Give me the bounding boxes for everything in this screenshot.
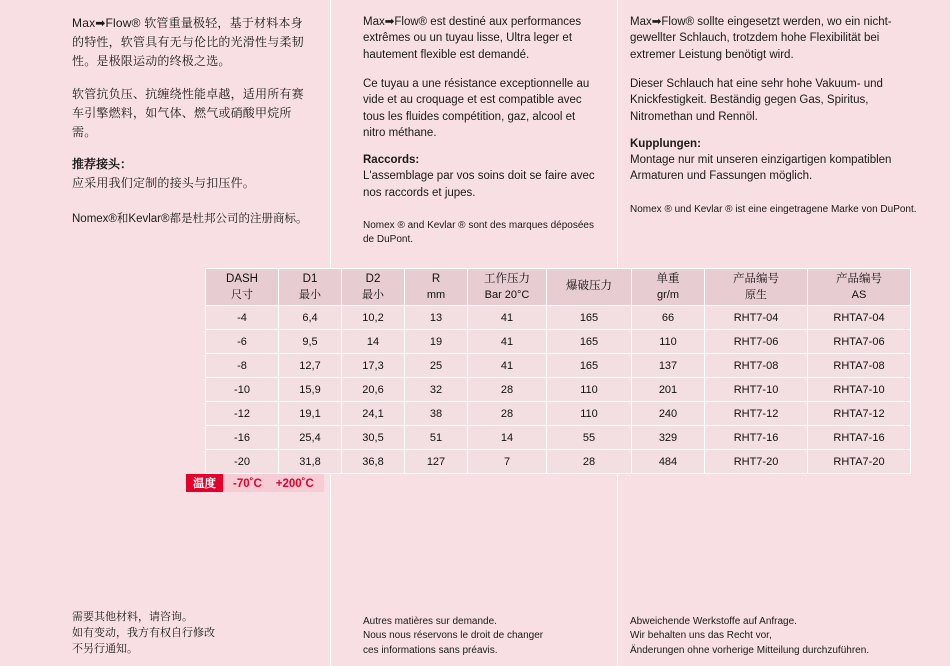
footer-line: Wir behalten uns das Recht vor, (630, 630, 772, 641)
table-cell: 30,5 (342, 426, 405, 450)
table-row (206, 306, 911, 330)
table-cell: 31,8 (279, 450, 342, 474)
header-line-2: Bar 20°C (484, 288, 530, 301)
table-cell: 329 (632, 426, 705, 450)
french-fittings-heading: Raccords: (363, 154, 420, 167)
table-cell: 14 (342, 330, 405, 354)
table-cell: 201 (632, 378, 705, 402)
table-cell: 165 (547, 354, 632, 378)
table-header-cell (705, 269, 808, 306)
table-cell: 484 (632, 450, 705, 474)
table-cell: -16 (206, 426, 279, 450)
table-cell: RHTA7-06 (808, 330, 911, 354)
table-cell: 28 (468, 378, 547, 402)
footer-line: Nous nous réservons le droit de changer (363, 630, 544, 641)
header-line-2: 原生 (745, 288, 767, 301)
column-chinese (0, 0, 330, 239)
table-cell: 25,4 (279, 426, 342, 450)
german-paragraph-1: Max➡Flow® sollte eingesetzt werden, wo ein nicht-gewellter Schlauch, trotzdem hohe Flexibilität bei extremer Leistung benötigt wird. (630, 16, 892, 61)
table-cell: 19,1 (279, 402, 342, 426)
table-cell: 14 (468, 426, 547, 450)
header-line-2: 最小 (362, 288, 384, 301)
table-cell: -8 (206, 354, 279, 378)
table-header-cell (279, 269, 342, 306)
header-line-2: mm (426, 288, 446, 301)
table-cell: 20,6 (342, 378, 405, 402)
table-header-cell (632, 269, 705, 306)
chinese-paragraph-2: 软管抗负压、抗缠绕性能卓越，适用所有赛车引擎燃料，如气体、燃气或硝酸甲烷所需。 (72, 86, 304, 139)
table-cell: RHT7-20 (705, 450, 808, 474)
table-body (206, 306, 911, 474)
table-cell: RHTA7-20 (808, 450, 911, 474)
table-cell: 24,1 (342, 402, 405, 426)
table-cell: 240 (632, 402, 705, 426)
german-fittings-heading: Kupplungen: (630, 137, 701, 150)
table-cell: 10,2 (342, 306, 405, 330)
table-cell: 110 (547, 402, 632, 426)
chinese-trademark: Nomex®和Kevlar®都是杜邦公司的注册商标。 (72, 213, 308, 226)
temperature-badge (186, 474, 324, 492)
table-cell: 41 (468, 354, 547, 378)
table-cell: RHT7-08 (705, 354, 808, 378)
header-line-1: DASH (226, 273, 258, 285)
table-cell: -4 (206, 306, 279, 330)
table-cell: 25 (405, 354, 468, 378)
table-cell: 6,4 (279, 306, 342, 330)
table-cell: 19 (405, 330, 468, 354)
footer-line: 如有变动，我方有权自行修改 (72, 627, 215, 640)
header-line-1: R (431, 273, 441, 285)
table-cell: RHT7-04 (705, 306, 808, 330)
french-trademark: Nomex ® and Kevlar ® sont des marques déposées de DuPont. (363, 219, 594, 245)
header-line-1: 工作压力 (484, 273, 530, 285)
table-cell: RHTA7-08 (808, 354, 911, 378)
table-cell: -6 (206, 330, 279, 354)
footer-german (630, 615, 930, 659)
column-german (618, 0, 950, 227)
header-line-2: 最小 (299, 288, 321, 301)
table-cell: 66 (632, 306, 705, 330)
table-cell: 38 (405, 402, 468, 426)
footer-line: 需要其他材料，请咨询。 (72, 611, 193, 624)
german-trademark: Nomex ® und Kevlar ® ist eine eingetragene Marke von DuPont. (630, 203, 917, 215)
table-cell: RHT7-16 (705, 426, 808, 450)
table-cell: -12 (206, 402, 279, 426)
chinese-paragraph-1: Max➡Flow® 软管重量极轻，基于材料本身的特性，软管具有无与伦比的光滑性与柔韧性。是极限运动的终极之选。 (72, 16, 304, 69)
table-cell: RHT7-10 (705, 378, 808, 402)
table-row (206, 378, 911, 402)
table-cell: 41 (468, 306, 547, 330)
footer-line: Abweichende Werkstoffe auf Anfrage. (630, 615, 797, 627)
temperature-max: +200˚C (275, 478, 314, 490)
table-cell: 9,5 (279, 330, 342, 354)
chinese-fittings-heading: 推荐接头： (72, 157, 133, 172)
specification-table (205, 268, 911, 474)
table-row (206, 426, 911, 450)
header-line-1: 爆破压力 (566, 280, 612, 293)
temperature-values (223, 474, 324, 492)
chinese-fittings-text: 应采用我们定制的接头与扣压件。 (72, 176, 256, 191)
table-header (206, 269, 911, 306)
header-line-2: gr/m (657, 288, 679, 301)
french-fittings-text: L'assemblage par vos soins doit se faire avec nos raccords et jupes. (363, 170, 595, 199)
temperature-label: 温度 (186, 474, 223, 492)
table-cell: 127 (405, 450, 468, 474)
table-header-cell (547, 269, 632, 306)
table-cell: RHTA7-16 (808, 426, 911, 450)
specification-table-wrapper (205, 268, 911, 474)
table-cell: 41 (468, 330, 547, 354)
table-cell: 32 (405, 378, 468, 402)
footer-line: ces informations sans préavis. (363, 644, 498, 656)
table-cell: 13 (405, 306, 468, 330)
table-header-cell (808, 269, 911, 306)
table-cell: -20 (206, 450, 279, 474)
table-row (206, 354, 911, 378)
table-cell: 7 (468, 450, 547, 474)
column-french (331, 0, 617, 257)
temperature-min: -70˚C (233, 478, 262, 490)
table-cell: RHTA7-10 (808, 378, 911, 402)
table-cell: RHT7-06 (705, 330, 808, 354)
table-cell: RHT7-12 (705, 402, 808, 426)
table-cell: RHTA7-04 (808, 306, 911, 330)
header-line-2: AS (851, 288, 867, 301)
table-cell: 110 (632, 330, 705, 354)
french-paragraph-2: Ce tuyau a une résistance exceptionnelle au vide et au croquage et est compatible avec tous les fluides compétition, gaz, alcool et nitro méthane. (363, 77, 590, 139)
table-cell: 165 (547, 306, 632, 330)
table-cell: 137 (632, 354, 705, 378)
table-cell: 17,3 (342, 354, 405, 378)
table-cell: 28 (468, 402, 547, 426)
table-cell: 55 (547, 426, 632, 450)
header-line-1: 单重 (656, 273, 680, 285)
header-line-1: 产品编号 (733, 273, 779, 285)
table-cell: 36,8 (342, 450, 405, 474)
table-header-cell (342, 269, 405, 306)
table-cell: 15,9 (279, 378, 342, 402)
footer-line: 不另行通知。 (72, 643, 138, 656)
header-line-1: 产品编号 (836, 273, 882, 285)
table-row (206, 402, 911, 426)
footer-line: Änderungen ohne vorherige Mitteilung durchzuführen. (630, 644, 870, 656)
table-cell: -10 (206, 378, 279, 402)
table-cell: 51 (405, 426, 468, 450)
table-header-row (206, 269, 911, 306)
german-paragraph-2: Dieser Schlauch hat eine sehr hohe Vakuum- und Knickfestigkeit. Beständig gegen Gas, Spiritus, Nitromethan und Rennöl. (630, 77, 883, 123)
table-cell: 28 (547, 450, 632, 474)
header-line-1: D1 (302, 273, 318, 285)
french-paragraph-1: Max➡Flow® est destiné aux performances extrêmes ou un tuyau lisse, Ultra leger et hautement flexible est demandé. (363, 16, 582, 61)
header-line-2: 尺寸 (231, 288, 253, 301)
table-header-cell (468, 269, 547, 306)
table-cell: 12,7 (279, 354, 342, 378)
table-cell: RHTA7-12 (808, 402, 911, 426)
table-header-cell (206, 269, 279, 306)
german-fittings-text: Montage nur mit unseren einzigartigen kompatiblen Armaturen und Fassungen möglich. (630, 153, 892, 183)
table-cell: 165 (547, 330, 632, 354)
footer-chinese (72, 610, 312, 658)
footer-line: Autres matières sur demande. (363, 615, 497, 627)
footer-french (363, 615, 603, 659)
table-row (206, 330, 911, 354)
table-cell: 110 (547, 378, 632, 402)
header-line-1: D2 (365, 273, 381, 285)
table-header-cell (405, 269, 468, 306)
table-row (206, 450, 911, 474)
